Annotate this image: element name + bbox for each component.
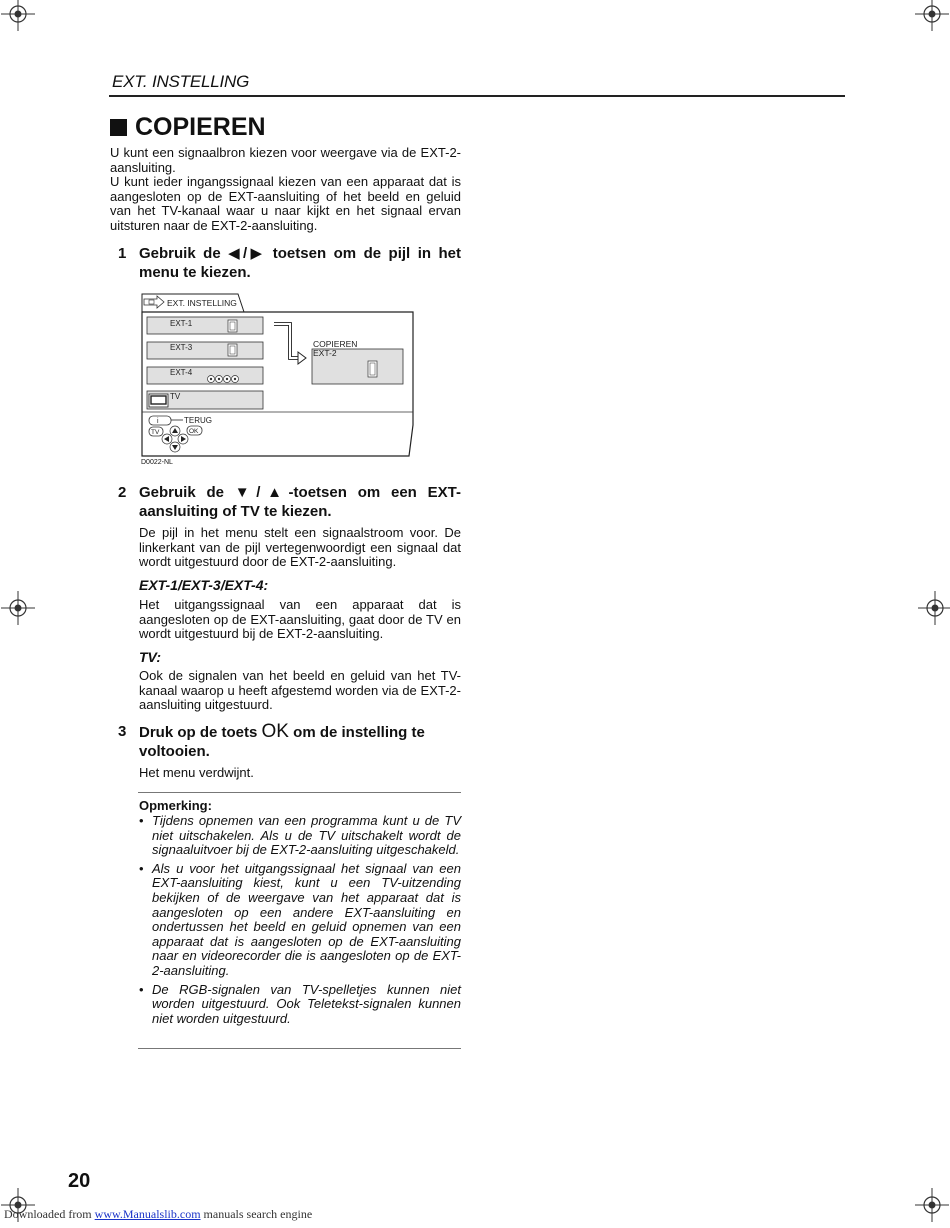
target-label: EXT-2 bbox=[313, 348, 337, 358]
bullet-icon: • bbox=[139, 860, 144, 876]
section-title-text: COPIEREN bbox=[135, 113, 266, 141]
manualslib-link[interactable]: www.Manualslib.com bbox=[94, 1207, 201, 1221]
step-2 bbox=[118, 483, 461, 521]
step-2-description: De pijl in het menu stelt een signaalstroom voor. De linkerkant van de pijl vertegenwoordigt een signaal dat wordt uitgestuurd door de EXT-2-aansluiting. bbox=[139, 525, 461, 570]
step-text: Druk op de toets OK om de instelling te voltooien. bbox=[139, 721, 425, 760]
menu-item-ext-4[interactable] bbox=[147, 367, 263, 384]
registration-mark bbox=[915, 1188, 949, 1222]
section-title bbox=[110, 113, 266, 142]
running-header: EXT. INSTELLING bbox=[112, 72, 250, 91]
note-list bbox=[139, 814, 461, 1030]
tv-key-label: TV bbox=[151, 429, 160, 436]
menu-illustration bbox=[140, 290, 416, 466]
note-item: • Tijdens opnemen van een programma kunt u de TV niet uitschakelen. Als u de TV uitschakelt wordt de signaaluitvoer bij de EXT-2-aansluiting uitgeschakeld. bbox=[139, 813, 461, 858]
menu-item-label: EXT-3 bbox=[170, 343, 193, 352]
subheading-ext: EXT-1/EXT-3/EXT-4: bbox=[139, 577, 269, 593]
download-footer: Downloaded from www.Manualslib.com manuals search engine bbox=[4, 1207, 313, 1221]
menu-item-tv[interactable] bbox=[147, 391, 263, 409]
menu-item-label: EXT-1 bbox=[170, 319, 193, 328]
page-number: 20 bbox=[68, 1170, 91, 1192]
target-ext-2 bbox=[312, 348, 403, 384]
intro-paragraph: U kunt een signaalbron kiezen voor weergave via de EXT-2-aansluiting. bbox=[110, 145, 461, 175]
registration-mark bbox=[918, 591, 950, 625]
step-text: Gebruik de ◀/▶ toetsen om de pijl in het menu te kiezen. bbox=[139, 245, 461, 281]
scart-icon bbox=[368, 361, 377, 377]
step-number: 3 bbox=[118, 723, 127, 740]
registration-mark bbox=[1, 0, 35, 31]
subheading-ext-text: Het uitgangssignaal van een apparaat dat is aangesloten op de EXT-aansluiting, gaat door de TV en wordt uitgestuurd bij de EXT-2-aansluiting. bbox=[139, 597, 461, 642]
menu-item-ext-3[interactable] bbox=[147, 342, 263, 359]
info-key-icon bbox=[149, 416, 171, 425]
menu-item-label: TV bbox=[170, 392, 181, 401]
figure-id: D0022-NL bbox=[141, 459, 173, 466]
target-title: COPIEREN bbox=[313, 339, 358, 349]
menu-item-ext-1[interactable] bbox=[147, 317, 263, 334]
subheading-tv-text: Ook de signalen van het beeld en geluid van het TV-kanaal waarop u heeft afgestemd worden via de EXT-2-aansluiting uitgestuurd. bbox=[139, 668, 461, 713]
registration-mark bbox=[915, 0, 949, 31]
step-1 bbox=[118, 244, 461, 282]
step-number: 1 bbox=[118, 245, 127, 262]
note-item: • De RGB-signalen van TV-spelletjes kunnen niet worden uitgestuurd. Ook Teletekst-signalen kunnen niet worden uitgestuurd. bbox=[139, 981, 461, 1026]
note-bottom-rule bbox=[138, 1048, 461, 1049]
ok-key-label: OK bbox=[189, 428, 199, 435]
menu-tab-label: EXT. INSTELLING bbox=[167, 298, 237, 308]
bullet-icon: • bbox=[139, 981, 144, 997]
menu-item-label: EXT-4 bbox=[170, 368, 193, 377]
step-3 bbox=[118, 722, 461, 761]
ok-key-icon: OK bbox=[261, 721, 289, 742]
registration-mark bbox=[1, 591, 35, 625]
subheading-tv: TV: bbox=[139, 649, 162, 665]
back-label: TERUG bbox=[184, 416, 212, 425]
note-title: Opmerking: bbox=[139, 798, 212, 813]
note-item: • Als u voor het uitgangssignaal het signaal van een EXT-aansluiting kiest, kunt u een TV-uitzending bekijken of de weergave van het apparaat dat is aangesloten op een andere EXT-aansluiting en ondertussen het beeld en geluid opnemen van een apparaat dat is aangesloten op de EXT-aansluiting naar en videorecorder die is aangesloten op de EXT-2-aansluiting. bbox=[139, 860, 461, 978]
step-3-description: Het menu verdwijnt. bbox=[139, 765, 254, 780]
header-rule bbox=[109, 95, 845, 97]
step-number: 2 bbox=[118, 484, 127, 501]
intro-text bbox=[110, 146, 461, 234]
square-bullet-icon bbox=[110, 119, 127, 136]
bullet-icon: • bbox=[139, 813, 144, 828]
note-top-rule bbox=[138, 792, 461, 793]
step-text: Gebruik de ▼/▲-toetsen om een EXT-aansluiting of TV te kiezen. bbox=[139, 484, 461, 520]
svg-text:i: i bbox=[157, 418, 159, 425]
intro-paragraph: U kunt ieder ingangssignaal kiezen van een apparaat dat is aangesloten op de EXT-aansluiting of het beeld en geluid van het TV-kanaal waar u naar kijkt en het signaal ervan uitsturen naar de EXT-2-aansluiting. bbox=[110, 174, 461, 233]
